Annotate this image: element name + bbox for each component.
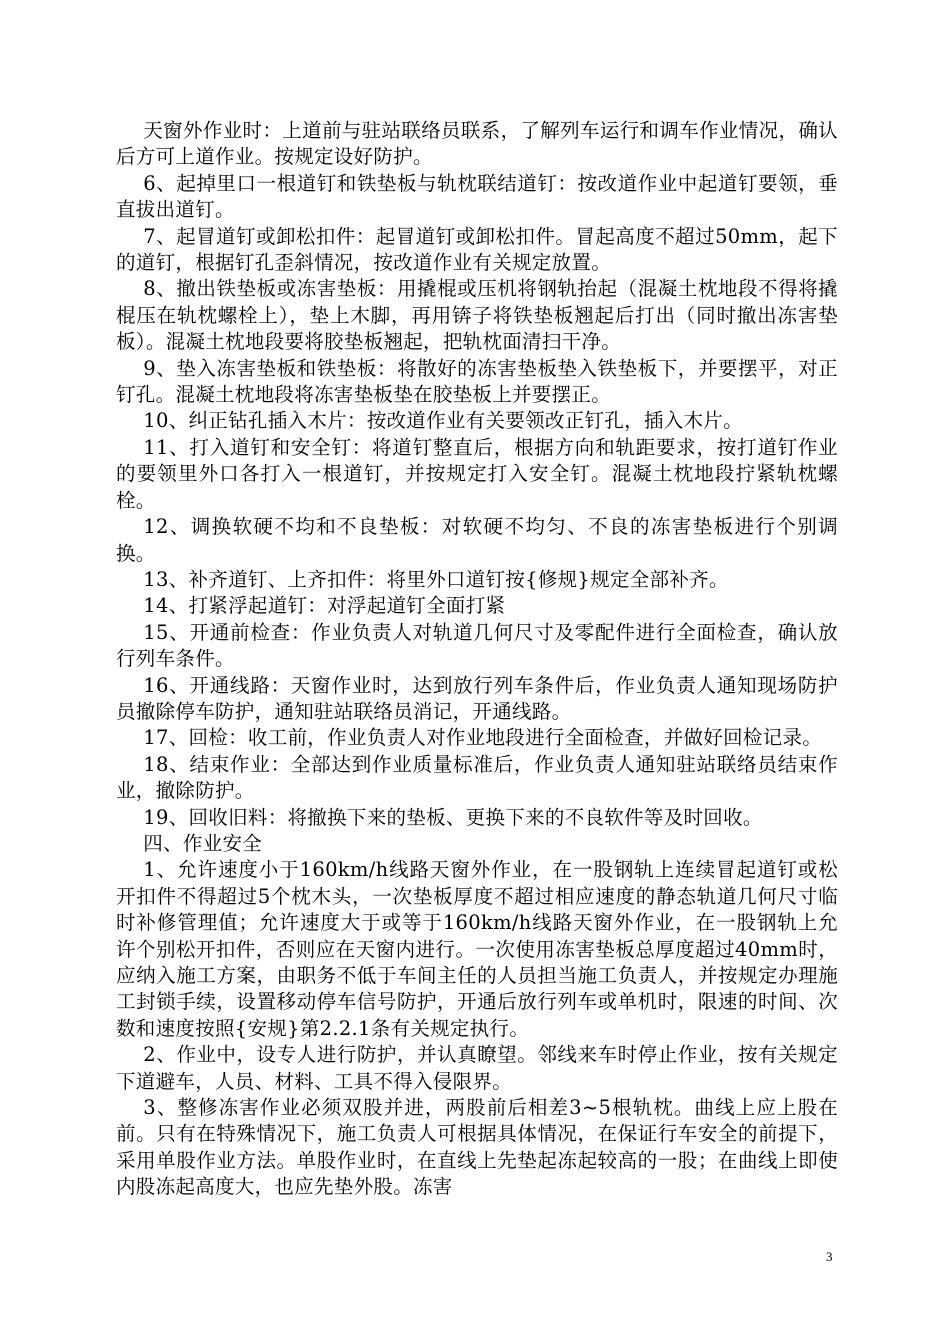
paragraph-step-6: 6、起掉里口一根道钉和铁垫板与轨枕联结道钉：按改道作业中起道钉要领，垂直拔出道钉。 [116,171,838,222]
page-number: 3 [826,1249,833,1264]
paragraph-step-14: 14、打紧浮起道钉：对浮起道钉全面打紧 [143,594,506,618]
paragraph-step-9: 9、垫入冻害垫板和铁垫板：将散好的冻害垫板垫入铁垫板下，并要摆平，对正钉孔。混凝土枕地段将冻害垫板垫在胶垫板上并要摆正。 [116,356,838,407]
paragraph-step-13: 13、补齐道钉、上齐扣件：将里外口道钉按{修规}规定全部补齐。 [143,567,729,591]
paragraph-step-12: 12、调换软硬不均和不良垫板：对软硬不均匀、不良的冻害垫板进行个别调换。 [116,515,838,565]
paragraph-window-outside-work: 天窗外作业时：上道前与驻站联络员联系，了解列车运行和调车作业情况，确认后方可上道作业。按规定设好防护。 [116,119,838,169]
paragraph-safety-3: 3、整修冻害作业必须双股并进，两股前后相差3~5根轨枕。曲线上应上股在前。只有在特殊情况下，施工负责人可根据具体情况，在保证行车安全的前提下，采用单股作业方法。单股作业时，在直线上先垫起冻起较高的一股；在曲线上即使内股冻起高度大，也应先垫外股。冻害 [116,1096,838,1199]
paragraph-safety-2: 2、作业中，设专人进行防护，并认真瞭望。邻线来车时停止作业，按有关规定下道避车，人员、材料、工具不得入侵限界。 [116,1043,838,1093]
paragraph-safety-1: 1、允许速度小于160km/h线路天窗外作业，在一股钢轨上连续冒起道钉或松开扣件不得超过5个枕木头，一次垫板厚度不超过相应速度的静态轨道几何尺寸临时补修管理值；允许速度大于或等于160km/h线路天窗外作业，在一股钢轨上允许个别松开扣件，否则应在天窗内进行。一次使用冻害垫板总厚度超过40mm时，应纳入施工方案，由职务不低于车间主任的人员担当施工负责人，并按规定办理施工封锁手续，设置移动停车信号防护，开通后放行列车或单机时，限速的时间、次数和速度按照{安规}第2.2.1条有关规定执行。 [116,858,838,1040]
paragraph-step-15: 15、开通前检查：作业负责人对轨道几何尺寸及零配件进行全面检查，确认放行列车条件。 [116,620,838,671]
paragraph-step-19: 19、回收旧料：将撤换下来的垫板、更换下来的不良软件等及时回收。 [143,805,763,829]
paragraph-step-18: 18、结束作业：全部达到作业质量标准后，作业负责人通知驻站联络员结束作业，撤除防护。 [116,752,838,803]
paragraph-step-11: 11、打入道钉和安全钉：将道钉整直后，根据方向和轨距要求，按打道钉作业的要领里外口各打入一根道钉，并按规定打入安全钉。混凝土枕地段拧紧轨枕螺栓。 [116,435,838,512]
paragraph-step-17: 17、回检：收工前，作业负责人对作业地段进行全面检查，并做好回检记录。 [143,726,823,750]
paragraph-step-8: 8、撤出铁垫板或冻害垫板：用撬棍或压机将钢轨抬起（混凝土枕地段不得将撬棍压在轨枕螺栓上），垫上木脚，再用锛子将铁垫板翘起后打出（同时撤出冻害垫板）。混凝土枕地段要将胶垫板翘起，把轨枕面清扫干净。 [116,277,838,354]
paragraph-step-7: 7、起冒道钉或卸松扣件：起冒道钉或卸松扣件。冒起高度不超过50mm，起下的道钉，根据钉孔歪斜情况，按改道作业有关规定放置。 [116,224,838,275]
document-body [116,118,838,1201]
section-heading-work-safety: 四、作业安全 [143,831,263,855]
paragraph-step-16: 16、开通线路：天窗作业时，达到放行列车条件后，作业负责人通知现场防护员撤除停车防护，通知驻站联络员消记，开通线路。 [116,673,838,723]
paragraph-step-10: 10、纠正钻孔插入木片：按改道作业有关要领改正钉孔，插入木片。 [143,409,743,433]
